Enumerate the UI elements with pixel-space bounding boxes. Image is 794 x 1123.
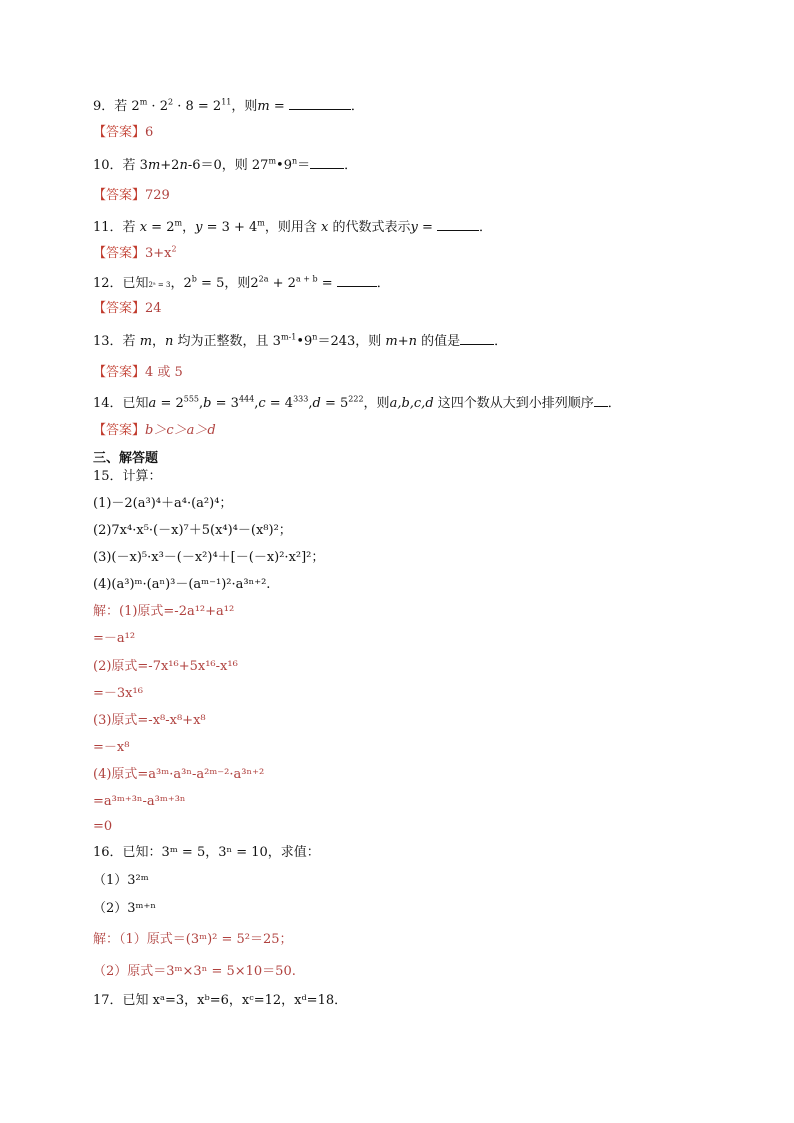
answer-tag: 【答案】 <box>93 423 146 438</box>
q10-text-b: +2 <box>160 158 180 173</box>
q11-text-b: = 2 <box>147 220 175 235</box>
answer-tag: 【答案】 <box>93 365 146 380</box>
answer-14 <box>93 422 216 440</box>
answer-value: 4 或 5 <box>145 365 183 380</box>
q12-text-b: ， <box>170 276 184 291</box>
q14-text-a: 14．已知 <box>93 396 149 411</box>
q14-b: b <box>203 396 212 411</box>
q12-end: ． <box>376 276 390 291</box>
q10-exp1: m <box>268 156 277 166</box>
q10-text-d: ＝ <box>297 158 311 173</box>
q16-part: （2）3ᵐ⁺ⁿ <box>93 901 157 916</box>
answer-12 <box>93 300 162 318</box>
q11-text-c: = 3 + 4 <box>202 220 258 235</box>
q10-dot: •9 <box>276 158 292 173</box>
answer-13 <box>93 364 183 382</box>
q13-end: ． <box>494 334 508 349</box>
q9-prefix: 9．若 <box>93 99 128 114</box>
q9-tail: ，则 <box>231 99 258 114</box>
q11-x2: x <box>321 220 329 235</box>
q14-t1: = 2 <box>156 396 184 411</box>
q15-solution-line: =a³ᵐ⁺³ⁿ-a³ᵐ⁺³ⁿ <box>93 794 186 809</box>
question-13 <box>93 332 507 351</box>
q12-exp3: a + b <box>295 274 318 284</box>
q14-ec: 333 <box>293 394 309 404</box>
q14-t2: = 3 <box>211 396 239 411</box>
q10-m: m <box>147 158 161 173</box>
answer-blank <box>289 97 351 110</box>
question-17: 17．已知 xᵃ=3，xᵇ=6，xᶜ=12，xᵈ=18． <box>93 993 348 1008</box>
q14-a: a <box>148 396 157 411</box>
answer-blank <box>310 156 344 169</box>
q15-solution-line: =－a¹² <box>93 631 136 646</box>
q14-d: d <box>312 396 321 411</box>
q15-item: (2)7x⁴·x⁵·(－x)⁷＋5(x⁴)⁴－(x⁸)²； <box>93 523 292 538</box>
q13-text-c: ＝243，则 <box>317 334 386 349</box>
q11-y: y <box>195 220 203 235</box>
question-9 <box>93 97 364 116</box>
question-14: 14．已知$a = 2^{555},b = 3^{444},c = 4^{333},d = 5^{222}$，则a,b,c,d 这四个数从大到小排列顺序 ． <box>93 394 621 411</box>
answer-tag: 【答案】 <box>93 246 146 261</box>
q9-exp3: 11 <box>221 97 232 107</box>
q13-plus: + <box>397 334 409 349</box>
question-12 <box>93 274 390 294</box>
q15-item: (1)－2(a³)⁴＋a⁴·(a²)⁴； <box>93 496 233 511</box>
answer-blank <box>460 332 494 345</box>
q10-end: ． <box>344 158 358 173</box>
q12-text-a: 12．已知 <box>93 276 149 291</box>
answer-blank <box>337 274 377 287</box>
answer-value: b＞c＞a＞d <box>145 423 216 438</box>
q12-small-condition: 2ᵃ = 3 <box>148 281 171 289</box>
q12-text-c: = 5，则 <box>196 276 251 291</box>
q11-text-f: = <box>417 220 438 235</box>
answer-9 <box>93 124 153 142</box>
q9-base2: 2 <box>159 99 168 114</box>
answer-blank <box>594 394 608 407</box>
q9-end: ． <box>350 99 364 114</box>
q14-eb: 444 <box>238 394 255 404</box>
q16-title: 16．已知：3ᵐ = 5，3ⁿ = 10，求值： <box>93 845 320 860</box>
q11-text-e: 的代数式表示 <box>328 220 411 235</box>
answer-value: 6 <box>145 125 154 140</box>
q15-solution-line: =－x⁸ <box>93 740 130 755</box>
q9-dot2: · 8 = <box>173 99 213 114</box>
q13-text-b: 均为正整数，且 3 <box>173 334 281 349</box>
q14-end: ． <box>607 396 621 411</box>
q15-item: (4)(a³)ᵐ·(aⁿ)³－(aᵐ⁻¹)²·a³ⁿ⁺². <box>93 577 271 592</box>
answer-exp: 2 <box>171 244 177 254</box>
section-heading: 三、解答题 <box>93 451 159 466</box>
q13-n2: n <box>408 334 418 349</box>
q14-t3: = 4 <box>265 396 294 411</box>
q14-ed: 222 <box>348 394 364 404</box>
q12-base3: 2 <box>287 276 296 291</box>
answer-11 <box>93 245 177 263</box>
q9-eq: = <box>269 99 289 114</box>
answer-tag: 【答案】 <box>93 188 146 203</box>
question-11 <box>93 218 492 237</box>
q9-var: m <box>257 99 270 114</box>
q13-sep: ， <box>152 334 166 349</box>
q11-text-a: 11．若 <box>93 220 140 235</box>
q11-text-d: ，则用含 <box>264 220 322 235</box>
q15-solution-line: (2)原式=-7x¹⁶+5x¹⁶-x¹⁶ <box>93 659 238 674</box>
q10-n: n <box>179 158 188 173</box>
q15-solution-line: =－3x¹⁶ <box>93 686 143 701</box>
q15-solution-line: =0 <box>93 819 113 834</box>
q12-plus: + <box>268 276 288 291</box>
q12-exp1: b <box>191 274 197 284</box>
answer-value: 729 <box>145 188 170 203</box>
answer-value: 24 <box>145 301 162 316</box>
q15-item: (3)(－x)⁵·x³－(－x²)⁴＋[－(－x)²·x²]²； <box>93 550 325 565</box>
q13-n: n <box>165 334 174 349</box>
q10-exp2: n <box>291 156 298 166</box>
q13-text-a: 13．若 <box>93 334 140 349</box>
answer-tag: 【答案】 <box>93 301 146 316</box>
q13-dot: •9 <box>296 334 313 349</box>
q15-solution-line: 解：(1)原式=-2a¹²+a¹² <box>93 604 235 619</box>
q16-sol1-prefix: 解：（1）原式＝ <box>93 932 186 947</box>
q11-x: x <box>139 220 148 235</box>
q9-dot1: · <box>147 99 160 114</box>
q11-y2: y <box>410 220 418 235</box>
q13-exp1: m-1 <box>280 332 297 342</box>
q15-title: 15．计算： <box>93 469 162 484</box>
answer-value: 3+x <box>145 246 172 261</box>
q11-exp2: m <box>257 218 265 228</box>
q16-sol1-expr: (3ᵐ)² = 5²＝25； <box>185 932 293 947</box>
q11-end: ． <box>479 220 493 235</box>
q9-base3: 2 <box>212 99 222 114</box>
q15-solution-line: (4)原式=a³ᵐ·a³ⁿ-a²ᵐ⁻²·a³ⁿ⁺² <box>93 767 265 782</box>
q12-base: 2 <box>183 276 192 291</box>
q13-m: m <box>139 334 153 349</box>
q10-text-a: 10．若 3 <box>93 158 148 173</box>
q14-text-c: 这四个数从大到小排列顺序 <box>433 396 594 411</box>
answer-10 <box>93 187 170 205</box>
q11-sep: ， <box>182 220 196 235</box>
answer-blank <box>437 218 479 231</box>
q13-exp2: n <box>312 332 318 342</box>
q14-text-b: ，则 <box>363 396 390 411</box>
q13-m2: m <box>385 334 398 349</box>
q16-sol2-expr: 3ᵐ×3ⁿ = 5×10＝50. <box>166 964 296 979</box>
q12-exp2: 2a <box>258 274 269 284</box>
q12-text-d: = <box>317 276 337 291</box>
q14-list: a,b,c,d <box>389 396 434 411</box>
q9-exp2: 2 <box>167 97 174 107</box>
q12-base2: 2 <box>250 276 259 291</box>
q16-sol2-prefix: （2）原式＝ <box>93 964 167 979</box>
question-10 <box>93 156 357 175</box>
q16-solution-2 <box>93 963 296 981</box>
answer-tag: 【答案】 <box>93 125 146 140</box>
q16-part: （1）3²ᵐ <box>93 873 149 888</box>
q9-exp1: m <box>139 97 148 107</box>
q10-text-c: -6＝0，则 27 <box>187 158 269 173</box>
q14-ea: 555 <box>183 394 200 404</box>
q14-t4: = 5 <box>320 396 349 411</box>
q11-exp1: m <box>174 218 183 228</box>
q16-solution-1 <box>93 931 293 949</box>
q14-c: c <box>258 396 266 411</box>
q15-solution-line: (3)原式=-x⁸-x⁸+x⁸ <box>93 713 206 728</box>
q9-base1: 2 <box>131 99 140 114</box>
q13-text-d: 的值是 <box>417 334 461 349</box>
